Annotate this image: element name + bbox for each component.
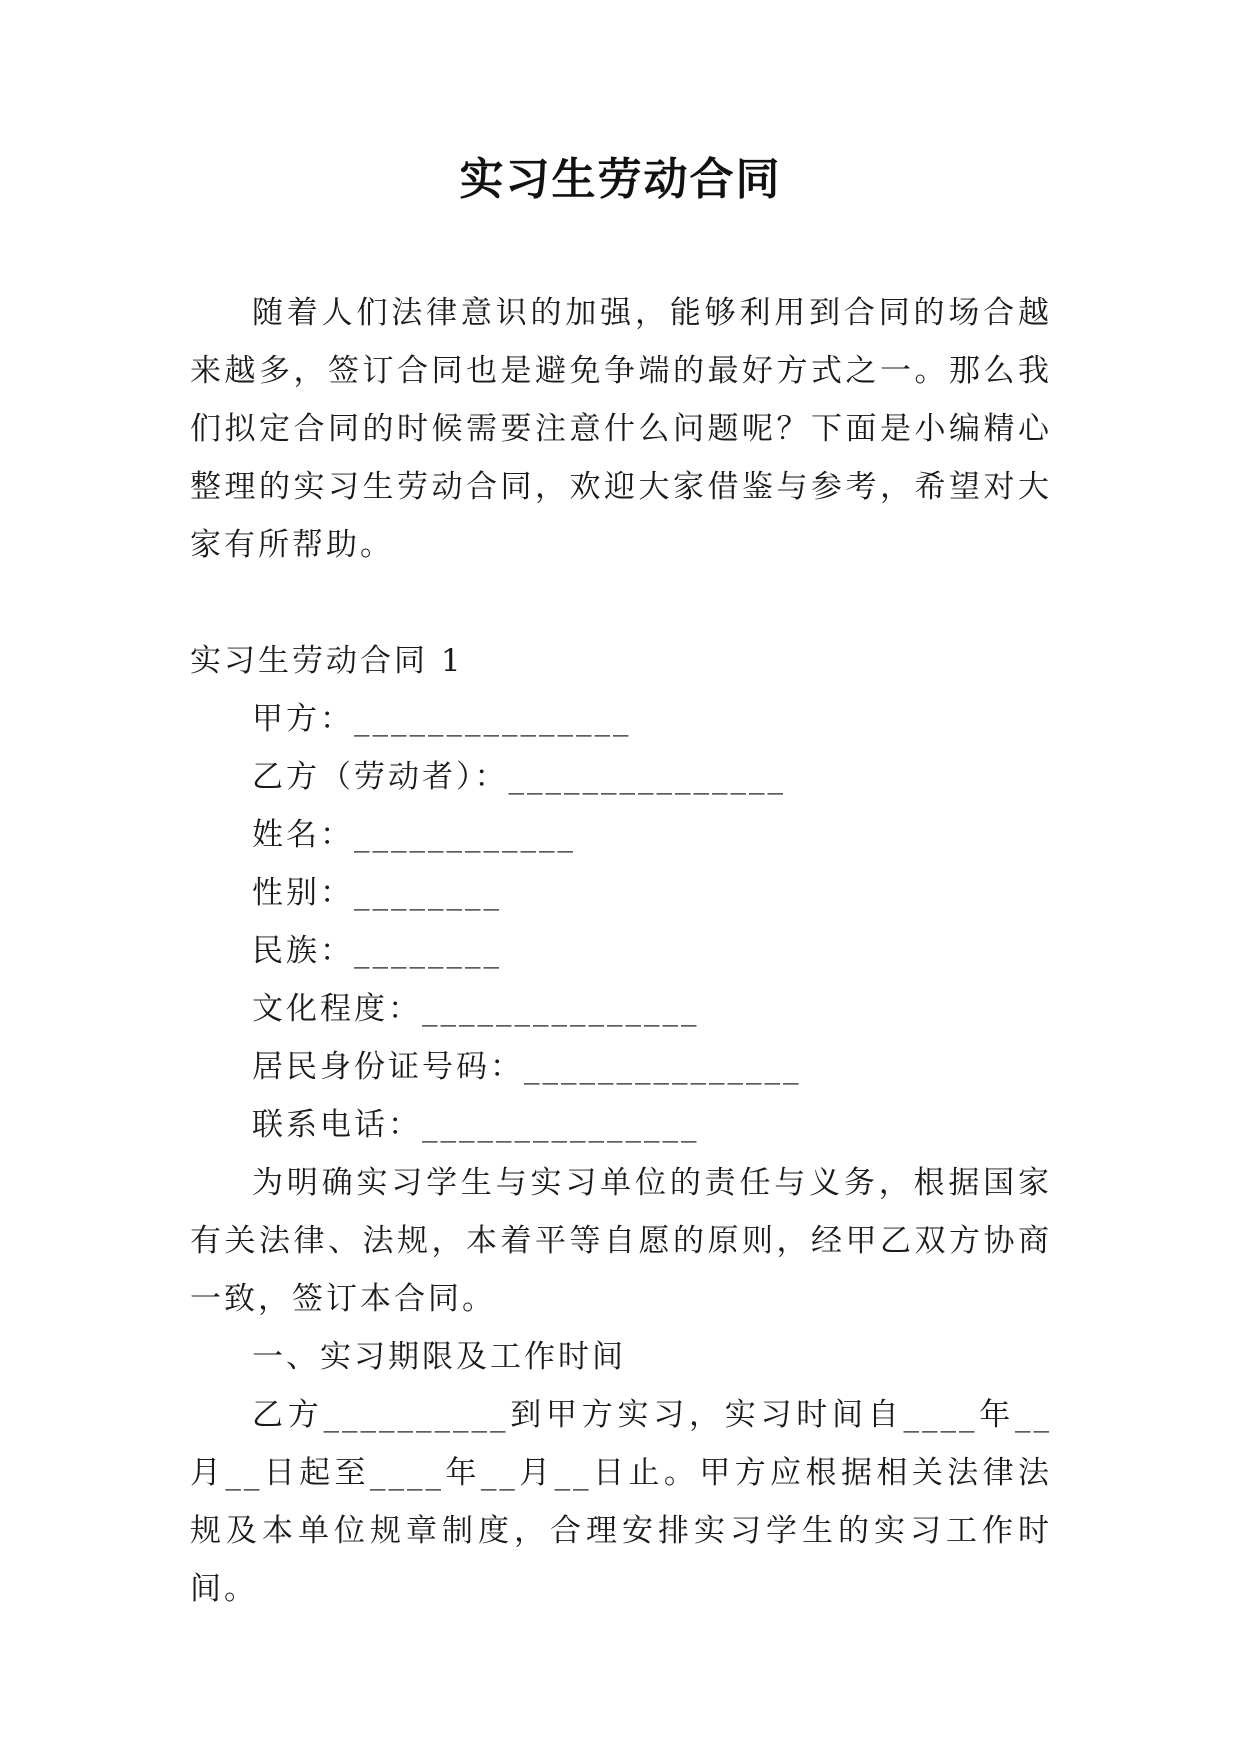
- section-1-paragraph: 乙方__________到甲方实习，实习时间自____年__月__日起至____年__月__日止。甲方应根据相关法律法规及本单位规章制度，合理安排实习学生的实习工作时间。: [190, 1397, 1052, 1607]
- field-gender: 性别：________: [252, 875, 502, 911]
- field-education: 文化程度：_______________: [252, 991, 700, 1027]
- field-name: 姓名：____________: [252, 817, 576, 853]
- section-1-title: 一、实习期限及工作时间: [252, 1339, 626, 1375]
- field-ethnicity: 民族：________: [252, 933, 502, 969]
- preamble-paragraph: 为明确实习学生与实习单位的责任与义务，根据国家有关法律、法规，本着平等自愿的原则，经甲乙双方协商一致，签订本合同。: [190, 1165, 1052, 1317]
- field-phone: 联系电话：_______________: [252, 1107, 700, 1143]
- intro-paragraph: 随着人们法律意识的加强，能够利用到合同的场合越来越多，签订合同也是避免争端的最好方式之一。那么我们拟定合同的时候需要注意什么问题呢？下面是小编精心整理的实习生劳动合同，欢迎大家借鉴与参考，希望对大家有所帮助。: [190, 295, 1052, 563]
- document-title: 实习生劳动合同: [459, 154, 782, 205]
- field-party-a: 甲方：_______________: [252, 701, 632, 737]
- contract-heading: 实习生劳动合同 1: [190, 643, 464, 679]
- spacer: [190, 574, 1052, 632]
- field-id-number: 居民身份证号码：_______________: [252, 1049, 802, 1085]
- field-party-b: 乙方（劳动者）：_______________: [252, 759, 786, 795]
- document-body: [190, 284, 1052, 1618]
- intro-block: [190, 284, 1052, 574]
